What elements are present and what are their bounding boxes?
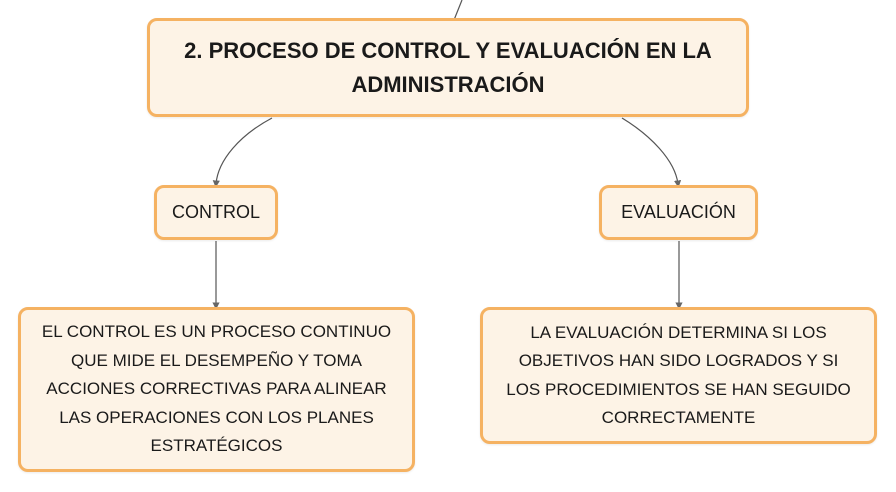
evaluacion-label: EVALUACIÓN bbox=[621, 202, 736, 222]
control-label: CONTROL bbox=[171, 202, 260, 222]
main-topic-node[interactable] bbox=[147, 18, 749, 117]
evaluacion-description-node[interactable] bbox=[480, 307, 877, 444]
evaluacion-description-text: LA EVALUACIÓN DETERMINA SI LOS OBJETIVOS HAN SIDO LOGRADOS Y SI LOS PROCEDIMIENTOS SE HAN SEGUIDO CORRECTAMENTE bbox=[506, 322, 851, 427]
evaluacion-node[interactable] bbox=[599, 185, 758, 240]
control-description-text: EL CONTROL ES UN PROCESO CONTINUO QUE MIDE EL DESEMPEÑO Y TOMA ACCIONES CORRECTIVAS PARA ALINEAR LAS OPERACIONES CON LOS PLANES ESTRATÉGICOS bbox=[41, 322, 392, 456]
connector-main-to-evaluacion bbox=[622, 118, 678, 184]
control-description-node[interactable] bbox=[18, 307, 415, 472]
connector-main-to-control bbox=[216, 118, 272, 184]
connector-from-parent bbox=[454, 0, 462, 20]
control-node[interactable] bbox=[154, 185, 278, 240]
main-topic-text: 2. PROCESO DE CONTROL Y EVALUACIÓN EN LA ADMINISTRACIÓN bbox=[184, 37, 712, 97]
